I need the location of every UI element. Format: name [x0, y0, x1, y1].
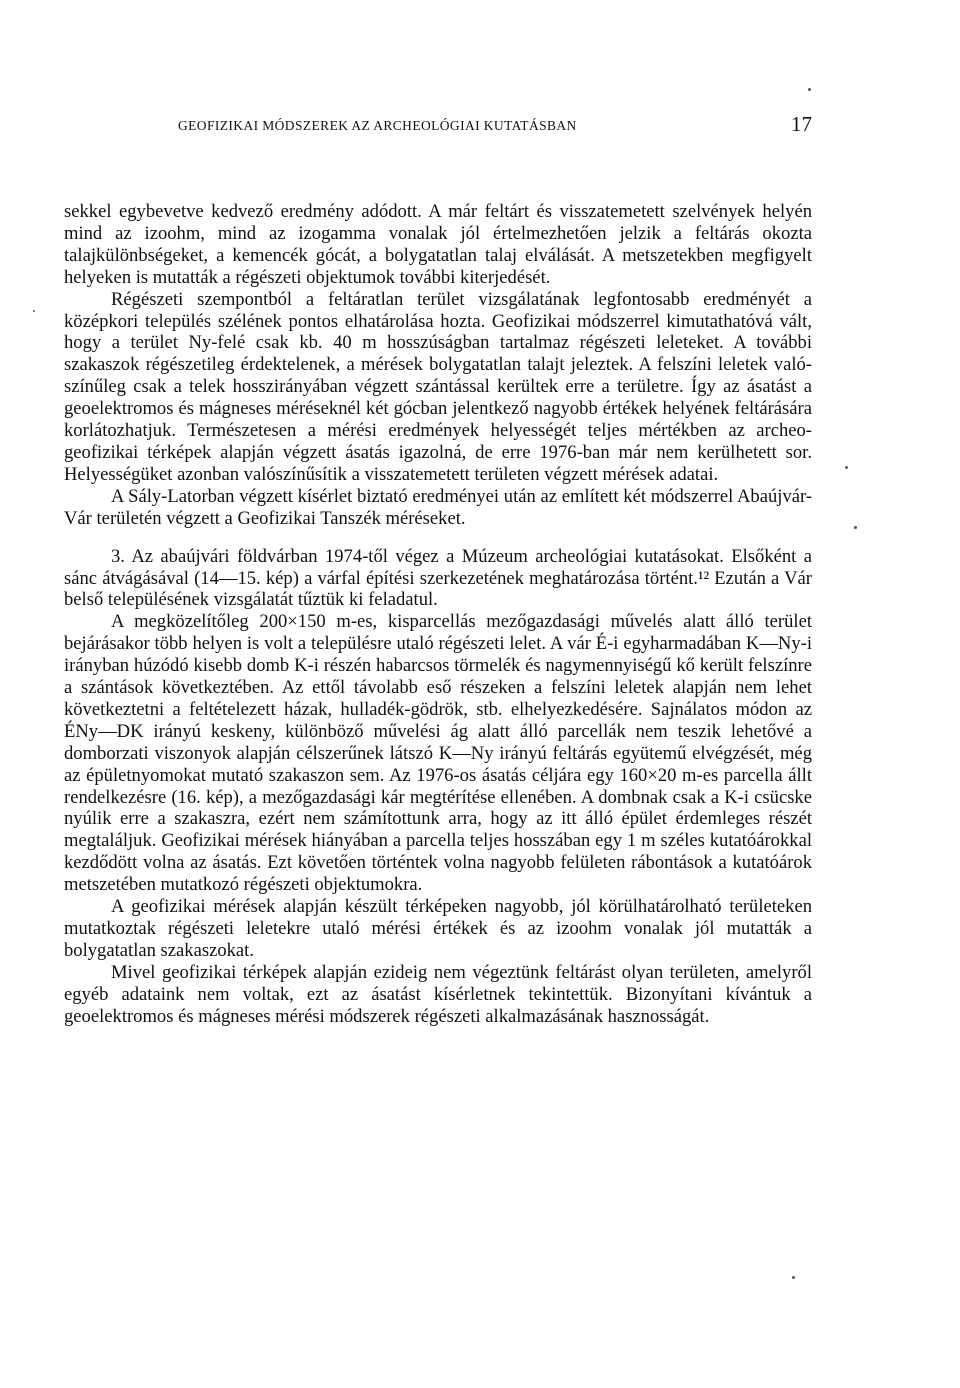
scan-speck [845, 466, 848, 469]
running-head: GEOFIZIKAI MÓDSZEREK AZ ARCHEOLÓGIAI KUTATÁSBAN [178, 118, 577, 133]
paragraph-settlement-boundary: Régészeti szempontból a feltáratlan terület vizsgálatának legfontosabb eredményét a középkori település szélének pontos elhatárolása hozta. Geofizikai módszerrel kimutathatóvá vált, hogy a terület Ny-felé csak kb. 40 m hosszúságban tartalmaz régészeti leleteket. A további szakaszok régészetileg érdektelenek, a mérések bolygatatlan talajt jeleztek. A felszíni leletek valószínűleg csak a telek hosszirányában végzett szántással kerültek erre a területre. Így az ásatást a geoelektromos és mágneses méréseknél két gócban jelentkező nagyobb értékek helyének feltárására korlátozhatjuk. Természetesen a mérési eredmények helyességét teljes mértékben az archeo-geofizikai térképek alapján végzett ásatás igazolná, de erre 1976-ban már nem kerülhetett sor. Helyességüket azonban valószínűsítik a visszatemetett területen végzett mérések adatai. [64, 288, 812, 485]
scan-speck [792, 1276, 795, 1279]
paragraph-continuation: sekkel egybevetve kedvező eredmény adódott. A már feltárt és visszatemetett szelvények helyén mind az izoohm, mind az izogamma vonalak jól értelmezhetően jelzik a feltárás okozta talajkülönbségeket, a kemencék gócát, a bolygatatlan talaj elválását. A metszetekben megfigyelt helyeken is mutatták a régészeti objektumok további kiterjedését. [64, 201, 812, 288]
scan-speck [808, 88, 811, 91]
paragraph-experiment: Mivel geofizikai térképek alapján ezideig nem végeztünk feltárást olyan területen, amelyről egyéb adataink nem voltak, ezt az ásatást kísérletnek tekintettük. Bizonyítani kívántuk a geoelektromos és mágneses mérési módszerek régészeti alkalmazásának hasznosságát. [64, 961, 812, 1027]
paragraph-site-description: A megközelítőleg 200×150 m-es, kisparcellás mezőgazdasági művelés alatt álló terület bejárásakor több helyen is volt a településre utaló régészeti lelet. A vár É-i egyharmadában K—Ny-i irányban húzódó kisebb domb K-i részén habarcsos törmelék és nagymennyiségű kő került felszínre a szántások következtében. Az ettől távolabb eső részeken a felszíni leletek alapján nem lehet következtetni a feltételezett házak, hulladék-gödrök, stb. elhelyezkedésére. Sajnálatos módon az ÉNy—DK irányú keskeny, különböző művelési ág alatt álló parcellák nem teszik lehetővé a domborzati viszonyok alapján célszerűnek látszó K—Ny irányú feltárás együtemű elvégzését, még az épületnyomokat mutató szakaszon sem. Az 1976-os ásatás céljára egy 160×20 m-es parcella állt rendelkezésre (16. kép), a mezőgazdasági kár megtérítése ellenében. A dombnak csak a K-i csücske nyúlik erre a szakaszra, ezért nem számítottunk arra, hogy az itt álló épület érdemleges részét megtaláljuk. Geofizikai mérések hiányában a parcella teljes hosszában egy 1 m széles kutatóárokkal kezdődött volna az ásatás. Ezt követően történtek volna nagyobb felületen rábontások a kutatóárok metszetében mutatkozó régészeti objektumokra. [64, 611, 812, 896]
page-number: 17 [791, 112, 812, 136]
paragraph-section-3: 3. Az abaújvári földvárban 1974-től végez a Múzeum archeológiai kutatásokat. Elsőként a sánc átvágásával (14—15. kép) a várfal építési szerkezetének meghatározása történt.¹² Ezután a Vár belső településének vizsgálatát tűztük ki feladatul. [64, 545, 812, 611]
page-header [66, 112, 812, 142]
paragraph-geophysical-maps: A geofizikai mérések alapján készült térképeken nagyobb, jól körülhatárolható területeken mutatkoztak régészeti leletekre utaló mérési értékek és az izoohm vonalak jól mutatták a bolygatatlan szakaszokat. [64, 896, 812, 961]
scan-speck [33, 310, 35, 312]
paragraph-saly-latorban: A Sály-Latorban végzett kísérlet biztató eredményei után az említett két módszerrel Abaújvár-Vár területén végzett a Geofizikai Tanszék méréseket. [64, 485, 812, 529]
body-text [64, 201, 812, 1028]
scan-speck [854, 526, 857, 529]
